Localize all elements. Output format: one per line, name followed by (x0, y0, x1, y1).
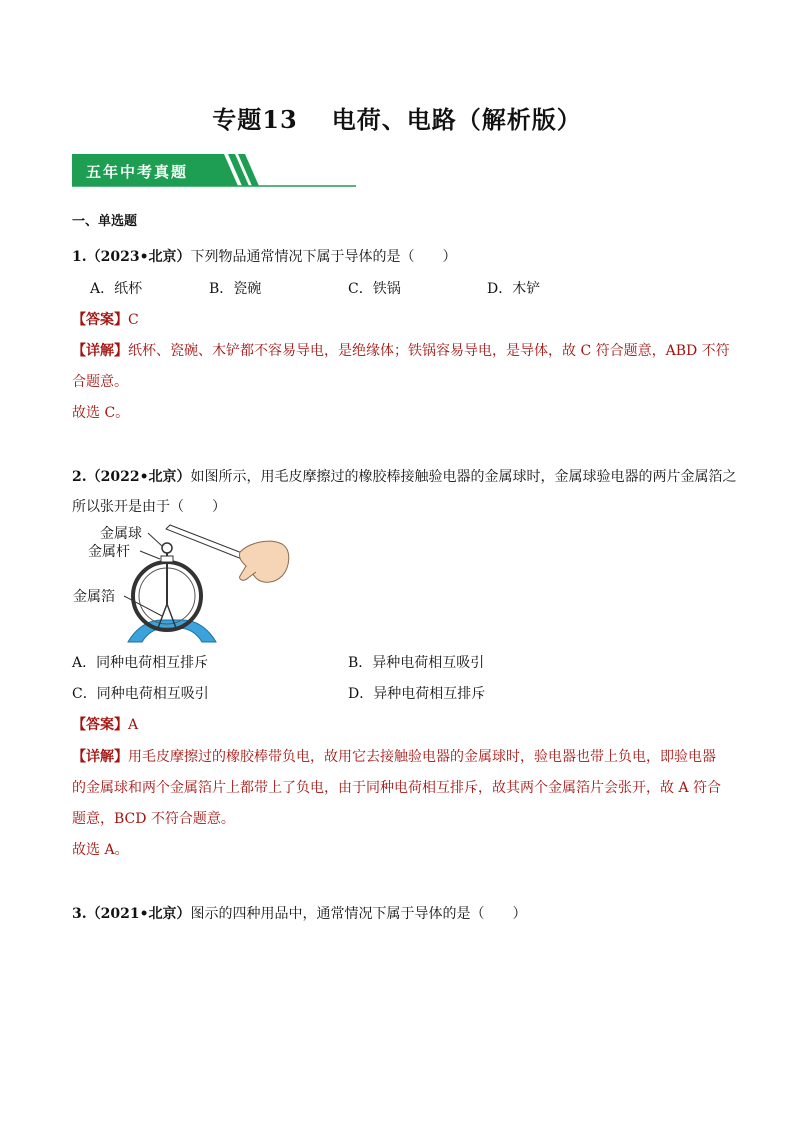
q2-number: 2. (72, 469, 87, 485)
q1-detail-label: 【详解】 (72, 343, 128, 359)
q2-option-b: B．异种电荷相互吸引 (348, 655, 485, 671)
q1-option-c: C．铁锅 (348, 281, 401, 297)
q1-answer-label: 【答案】 (72, 312, 128, 328)
q2-source: （2022•北京） (86, 469, 191, 485)
q1-detail-line2: 合题意。 (72, 374, 128, 390)
q2-answer-value: A (128, 717, 139, 733)
q2-answer (72, 715, 138, 735)
q3-stem-text: 图示的四种用品中，通常情况下属于导体的是（ ） (190, 906, 527, 922)
q1-answer-value: C (128, 312, 139, 328)
title-main: 电荷、电路（解析版） (331, 105, 582, 134)
q1-detail-text1: 纸杯、瓷碗、木铲都不容易导电，是绝缘体；铁锅容易导电，是导体，故 C 符合题意，ABD 不符 (128, 343, 730, 359)
q2-detail-line3: 题意，BCD 不符合题意。 (72, 811, 235, 827)
q2-conclusion: 故选 A。 (72, 842, 129, 858)
q1-number: 1. (72, 249, 87, 265)
section-banner (72, 152, 362, 192)
q2-option-a: A．同种电荷相互排斥 (72, 655, 209, 671)
label-metal-ball: 金属球 (100, 526, 142, 542)
q2-stem-text1: 如图所示，用毛皮摩擦过的橡胶棒接触验电器的金属球时，金属球验电器的两片金属箔之 (190, 469, 737, 485)
q3-source: （2021•北京） (86, 906, 191, 922)
q2-detail-text1: 用毛皮摩擦过的橡胶棒带负电，故用它去接触验电器的金属球时，验电器也带上负电，即验电器 (128, 749, 716, 765)
question-2-stem-line2: 所以张开是由于（ ） (72, 499, 226, 515)
q2-detail-label: 【详解】 (72, 749, 128, 765)
q1-answer (72, 310, 139, 330)
page-title (0, 100, 794, 135)
q1-stem-text: 下列物品通常情况下属于导体的是（ ） (190, 249, 457, 265)
question-3-stem (72, 904, 527, 924)
title-prefix: 专题13 (212, 105, 298, 134)
electroscope-figure (70, 520, 300, 648)
label-metal-rod: 金属杆 (88, 544, 130, 560)
question-2-stem-line1 (72, 467, 737, 487)
section-heading: 一、单选题 (72, 214, 138, 229)
q2-answer-label: 【答案】 (72, 717, 128, 733)
q1-option-b: B．瓷碗 (209, 281, 262, 297)
q1-option-d: D．木铲 (487, 281, 541, 297)
q3-number: 3. (72, 906, 87, 922)
q2-option-c: C．同种电荷相互吸引 (72, 686, 209, 702)
label-metal-foil: 金属箔 (73, 589, 115, 605)
banner-text: 五年中考真题 (86, 163, 189, 181)
q1-source: （2023•北京） (86, 249, 191, 265)
q2-option-d: D．异种电荷相互排斥 (348, 686, 486, 702)
q2-detail-line1 (72, 747, 716, 767)
question-1-stem (72, 247, 457, 267)
q1-detail-line1 (72, 341, 730, 361)
q1-option-a: A．纸杯 (90, 281, 143, 297)
q2-detail-line2: 的金属球和两个金属箔片上都带上了负电，由于同种电荷相互排斥，故其两个金属箔片会张开，故 A 符合 (72, 780, 722, 796)
q1-conclusion: 故选 C。 (72, 405, 130, 421)
